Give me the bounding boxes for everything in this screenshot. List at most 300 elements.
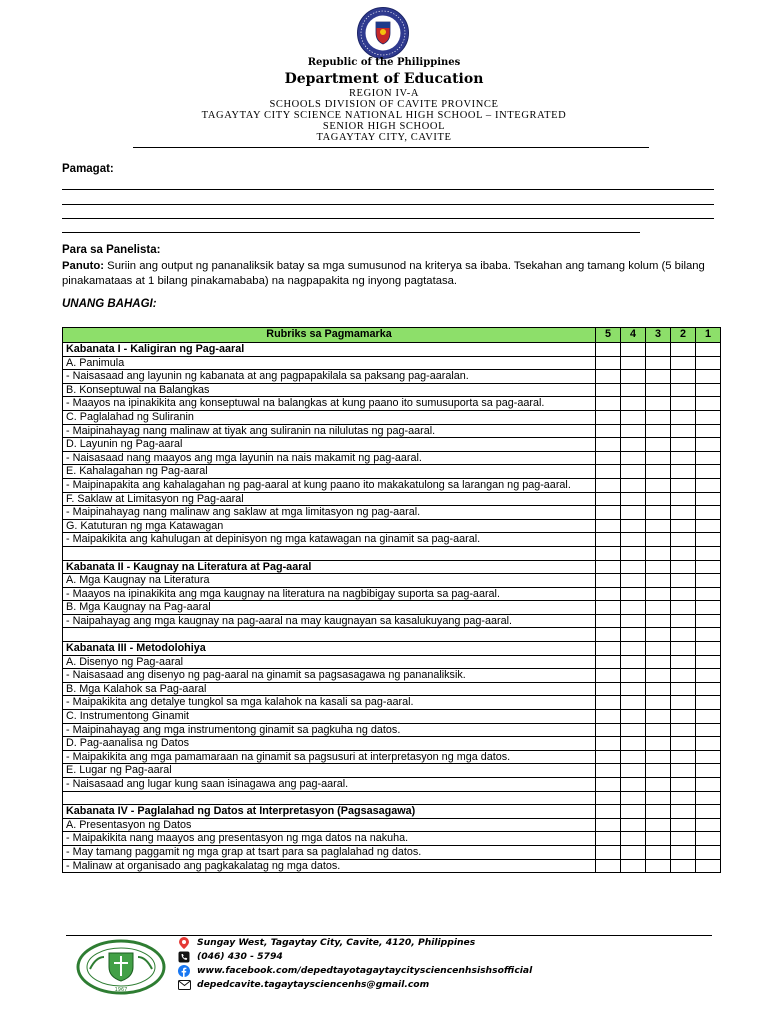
criterion-text: - Maipinahayag nang malinaw ang saklaw at mga limitasyon ng pag-aaral.: [63, 506, 596, 520]
score-cell[interactable]: [646, 370, 671, 384]
score-cell: [696, 383, 721, 397]
footer-phone: [177, 951, 283, 963]
score-cell: [646, 655, 671, 669]
criterion-text: - Maipinahayag ang mga instrumentong ginamit sa pagkuha ng datos.: [63, 723, 596, 737]
score-cell: [596, 682, 621, 696]
score-cell: [596, 410, 621, 424]
score-header: 5: [596, 328, 621, 343]
section-text: E. Kahalagahan ng Pag-aaral: [63, 465, 596, 479]
score-cell[interactable]: [621, 397, 646, 411]
deped-seal-icon: [352, 6, 414, 60]
section-row: [63, 356, 721, 370]
chapter-text: Kabanata II - Kaugnay na Literatura at Pag-aaral: [63, 560, 596, 574]
section-text: A. Disenyo ng Pag-aaral: [63, 655, 596, 669]
score-cell[interactable]: [696, 533, 721, 547]
score-cell[interactable]: [621, 370, 646, 384]
score-cell[interactable]: [671, 696, 696, 710]
logo-year: 1967: [114, 987, 128, 993]
score-cell[interactable]: [696, 696, 721, 710]
phone-icon: [177, 951, 191, 963]
chapter-row: [63, 642, 721, 656]
score-cell: [621, 818, 646, 832]
score-cell[interactable]: [646, 832, 671, 846]
score-cell[interactable]: [646, 424, 671, 438]
score-cell: [596, 791, 621, 805]
score-cell: [671, 438, 696, 452]
score-cell[interactable]: [671, 533, 696, 547]
blank-row: [63, 546, 721, 560]
score-cell[interactable]: [696, 845, 721, 859]
score-cell: [621, 601, 646, 615]
score-cell[interactable]: [646, 696, 671, 710]
criterion-row: [63, 478, 721, 492]
score-cell: [646, 465, 671, 479]
criterion-row: [63, 533, 721, 547]
score-cell: [671, 818, 696, 832]
school-line: TAGAYTAY CITY SCIENCE NATIONAL HIGH SCHOOL – INTEGRATED: [201, 110, 567, 121]
header-divider: [133, 147, 649, 148]
score-cell: [596, 737, 621, 751]
section-row: [63, 383, 721, 397]
criterion-text: - Maipinapakita ang kahalagahan ng pag-aaral at kung paano ito makakatulong sa larangan ng pag-aaral.: [63, 478, 596, 492]
blank-row: [63, 791, 721, 805]
score-cell: [646, 560, 671, 574]
chapter-text: Kabanata IV - Paglalahad ng Datos at Interpretasyon (Pagsasagawa): [63, 805, 596, 819]
section-text: C. Instrumentong Ginamit: [63, 710, 596, 724]
score-cell: [621, 764, 646, 778]
score-cell[interactable]: [596, 533, 621, 547]
section-text: B. Mga Kaugnay na Pag-aaral: [63, 601, 596, 615]
score-cell: [646, 710, 671, 724]
score-cell: [696, 356, 721, 370]
score-cell[interactable]: [671, 859, 696, 873]
score-cell: [671, 601, 696, 615]
email-link[interactable]: depedcavite.tagaytaysciencenhs@gmail.com: [197, 979, 430, 990]
score-cell: [646, 343, 671, 357]
score-header: 1: [696, 328, 721, 343]
score-cell[interactable]: [596, 832, 621, 846]
footer-facebook[interactable]: [177, 965, 532, 977]
section-row: [63, 492, 721, 506]
score-cell: [696, 465, 721, 479]
score-cell[interactable]: [696, 750, 721, 764]
score-cell[interactable]: [646, 478, 671, 492]
score-cell[interactable]: [596, 723, 621, 737]
section-text: A. Panimula: [63, 356, 596, 370]
score-cell: [696, 601, 721, 615]
score-cell: [671, 343, 696, 357]
score-cell[interactable]: [596, 424, 621, 438]
blank-row: [63, 628, 721, 642]
score-cell[interactable]: [596, 370, 621, 384]
section-row: [63, 519, 721, 533]
chapter-row: [63, 805, 721, 819]
criterion-row: [63, 845, 721, 859]
score-cell[interactable]: [671, 424, 696, 438]
republic-heading: Republic of the Philippines: [307, 57, 461, 68]
criterion-row: [63, 587, 721, 601]
score-cell[interactable]: [696, 397, 721, 411]
criterion-text: - Maipakikita ang detalye tungkol sa mga kalahok na kasali sa pag-aaral.: [63, 696, 596, 710]
score-cell: [646, 438, 671, 452]
criterion-text: - Naisasaad ang disenyo ng pag-aaral na ginamit sa pagsasagawa ng pananaliksik.: [63, 669, 596, 683]
section-text: B. Mga Kalahok sa Pag-aaral: [63, 682, 596, 696]
section-text: D. Layunin ng Pag-aaral: [63, 438, 596, 452]
section-text: D. Pag-aanalisa ng Datos: [63, 737, 596, 751]
instructions: [62, 259, 732, 288]
score-cell[interactable]: [596, 614, 621, 628]
criterion-text: - Maipakikita nang maayos ang presentasyon ng mga datos na nakuha.: [63, 832, 596, 846]
score-cell[interactable]: [671, 370, 696, 384]
score-cell[interactable]: [696, 723, 721, 737]
score-cell: [646, 682, 671, 696]
blank-text: [63, 791, 596, 805]
score-cell[interactable]: [646, 723, 671, 737]
score-cell[interactable]: [696, 506, 721, 520]
score-cell[interactable]: [596, 669, 621, 683]
score-header: 2: [671, 328, 696, 343]
score-cell[interactable]: [671, 478, 696, 492]
score-cell[interactable]: [696, 424, 721, 438]
score-cell: [696, 410, 721, 424]
score-cell[interactable]: [621, 832, 646, 846]
score-cell[interactable]: [696, 370, 721, 384]
score-cell[interactable]: [621, 587, 646, 601]
score-cell: [671, 682, 696, 696]
criterion-row: [63, 370, 721, 384]
section-row: [63, 818, 721, 832]
score-cell: [646, 628, 671, 642]
score-cell[interactable]: [646, 614, 671, 628]
rubric-header-row: [63, 328, 721, 343]
criterion-row: [63, 424, 721, 438]
score-cell: [646, 737, 671, 751]
score-cell: [621, 438, 646, 452]
criterion-text: - Naipahayag ang mga kaugnay na pag-aaral na may kaugnayan sa kasalukuyang pag-aaral.: [63, 614, 596, 628]
criterion-row: [63, 778, 721, 792]
score-cell: [696, 710, 721, 724]
score-cell: [671, 737, 696, 751]
score-cell[interactable]: [646, 859, 671, 873]
criterion-text: - Naisasaad nang maayos ang mga layunin na nais makamit ng pag-aaral.: [63, 451, 596, 465]
score-cell: [671, 546, 696, 560]
score-cell: [596, 574, 621, 588]
score-cell[interactable]: [596, 478, 621, 492]
score-cell: [671, 805, 696, 819]
criterion-row: [63, 614, 721, 628]
score-cell[interactable]: [696, 859, 721, 873]
score-cell[interactable]: [671, 845, 696, 859]
score-cell: [621, 560, 646, 574]
shs-line: SENIOR HIGH SCHOOL: [322, 121, 446, 132]
score-cell: [671, 642, 696, 656]
score-cell: [646, 791, 671, 805]
score-cell[interactable]: [671, 723, 696, 737]
panelist-label: Para sa Panelista:: [62, 244, 161, 256]
score-cell: [696, 737, 721, 751]
score-cell: [621, 655, 646, 669]
score-cell: [596, 764, 621, 778]
score-cell[interactable]: [596, 859, 621, 873]
score-cell: [696, 642, 721, 656]
score-cell[interactable]: [671, 750, 696, 764]
score-cell: [596, 438, 621, 452]
criterion-row: [63, 669, 721, 683]
score-cell: [621, 628, 646, 642]
score-cell: [646, 642, 671, 656]
section-text: E. Lugar ng Pag-aaral: [63, 764, 596, 778]
section-text: F. Saklaw at Limitasyon ng Pag-aaral: [63, 492, 596, 506]
score-cell[interactable]: [621, 750, 646, 764]
score-cell: [621, 682, 646, 696]
region-line: REGION IV-A: [348, 88, 420, 99]
score-cell[interactable]: [696, 669, 721, 683]
section-text: B. Konseptuwal na Balangkas: [63, 383, 596, 397]
score-cell: [696, 764, 721, 778]
score-cell: [671, 791, 696, 805]
score-cell: [696, 560, 721, 574]
department-heading: Department of Education: [284, 71, 484, 87]
score-cell: [621, 383, 646, 397]
score-cell: [696, 546, 721, 560]
score-cell: [671, 410, 696, 424]
section-row: [63, 737, 721, 751]
score-cell: [596, 655, 621, 669]
score-cell[interactable]: [621, 533, 646, 547]
score-cell[interactable]: [621, 451, 646, 465]
score-cell: [596, 601, 621, 615]
section-row: [63, 410, 721, 424]
score-cell[interactable]: [646, 397, 671, 411]
score-cell: [646, 601, 671, 615]
score-cell[interactable]: [621, 778, 646, 792]
score-cell: [621, 791, 646, 805]
criterion-text: - Maipinahayag nang malinaw at tiyak ang suliranin na nilulutas ng pag-aaral.: [63, 424, 596, 438]
score-cell: [671, 383, 696, 397]
score-cell: [646, 818, 671, 832]
score-cell[interactable]: [596, 397, 621, 411]
score-cell: [646, 383, 671, 397]
score-cell: [621, 642, 646, 656]
rubric-table: [62, 327, 721, 873]
score-cell[interactable]: [646, 778, 671, 792]
criterion-row: [63, 859, 721, 873]
score-cell: [696, 818, 721, 832]
criterion-row: [63, 750, 721, 764]
score-cell: [596, 805, 621, 819]
criterion-text: - Naisasaad ang lugar kung saan isinagawa ang pag-aaral.: [63, 778, 596, 792]
score-cell[interactable]: [621, 424, 646, 438]
score-cell: [621, 737, 646, 751]
title-blank-line[interactable]: [62, 204, 714, 205]
score-cell[interactable]: [621, 614, 646, 628]
panuto-label: Panuto:: [62, 260, 105, 272]
score-cell[interactable]: [646, 451, 671, 465]
criterion-text: - Maayos na ipinakikita ang konseptuwal na balangkas at kung paano ito sumusuporta sa pag-aaral.: [63, 397, 596, 411]
score-cell: [671, 356, 696, 370]
score-cell: [621, 492, 646, 506]
location-pin-icon: [177, 937, 191, 949]
score-cell: [671, 628, 696, 642]
score-cell[interactable]: [596, 696, 621, 710]
score-cell: [646, 764, 671, 778]
rubric-header: Rubriks sa Pagmamarka: [63, 328, 596, 343]
score-cell[interactable]: [621, 506, 646, 520]
score-cell: [596, 710, 621, 724]
score-cell[interactable]: [696, 832, 721, 846]
score-cell[interactable]: [696, 478, 721, 492]
score-cell[interactable]: [596, 750, 621, 764]
section-row: [63, 574, 721, 588]
score-cell[interactable]: [646, 750, 671, 764]
score-cell[interactable]: [671, 506, 696, 520]
rubric-body: [63, 343, 721, 873]
score-cell: [671, 710, 696, 724]
phone-text: (046) 430 - 5794: [197, 951, 283, 962]
score-cell: [621, 519, 646, 533]
address-text: Sungay West, Tagaytay City, Cavite, 4120, Philippines: [197, 937, 476, 948]
score-cell: [596, 642, 621, 656]
criterion-row: [63, 723, 721, 737]
facebook-link[interactable]: www.facebook.com/depedtayotagaytaycitysciencenhsishsofficial: [197, 965, 533, 976]
score-cell[interactable]: [646, 669, 671, 683]
criterion-row: [63, 696, 721, 710]
score-cell[interactable]: [696, 778, 721, 792]
score-cell: [696, 438, 721, 452]
score-cell[interactable]: [621, 723, 646, 737]
score-cell[interactable]: [671, 778, 696, 792]
score-cell: [646, 356, 671, 370]
score-cell: [696, 805, 721, 819]
division-line: SCHOOLS DIVISION OF CAVITE PROVINCE: [269, 99, 499, 110]
score-cell: [596, 519, 621, 533]
score-cell[interactable]: [621, 696, 646, 710]
criterion-text: - Maipakikita ang mga pamamaraan na ginamit sa pagsusuri at interpretasyon ng mga datos.: [63, 750, 596, 764]
score-cell[interactable]: [596, 845, 621, 859]
score-cell[interactable]: [696, 614, 721, 628]
criterion-text: - Maayos na ipinakikita ang mga kaugnay na literatura na nagbibigay suporta sa pag-aaral.: [63, 587, 596, 601]
score-cell: [596, 356, 621, 370]
section-text: A. Presentasyon ng Datos: [63, 818, 596, 832]
score-cell[interactable]: [646, 506, 671, 520]
score-cell[interactable]: [671, 587, 696, 601]
criterion-text: - Malinaw at organisado ang pagkakalatag ng mga datos.: [63, 859, 596, 873]
section-text: G. Katuturan ng mga Katawagan: [63, 519, 596, 533]
score-cell: [671, 465, 696, 479]
score-cell: [646, 519, 671, 533]
score-cell: [596, 343, 621, 357]
score-cell: [696, 628, 721, 642]
score-cell: [646, 574, 671, 588]
section-row: [63, 655, 721, 669]
score-cell: [671, 655, 696, 669]
section-row: [63, 465, 721, 479]
score-cell[interactable]: [671, 614, 696, 628]
score-cell: [696, 682, 721, 696]
title-blank-line[interactable]: [62, 218, 714, 219]
score-cell: [596, 546, 621, 560]
score-cell: [696, 574, 721, 588]
score-cell: [646, 410, 671, 424]
title-blank-line[interactable]: [62, 189, 714, 190]
panuto-text: Suriin ang output ng pananaliksik batay sa mga sumusunod na kriterya sa ibaba. Tsekahan ang tamang kolum (5 bilang pinakamataas at 1 bilang pinakamababa) na nagpapakita ng inyong pagtatasa.: [62, 260, 705, 287]
score-cell[interactable]: [671, 832, 696, 846]
score-cell: [621, 546, 646, 560]
title-blank-line[interactable]: [62, 232, 640, 233]
section-text: C. Paglalahad ng Suliranin: [63, 410, 596, 424]
score-cell[interactable]: [621, 669, 646, 683]
section-text: A. Mga Kaugnay na Literatura: [63, 574, 596, 588]
score-cell: [596, 465, 621, 479]
facebook-icon: [177, 965, 191, 977]
score-cell: [621, 356, 646, 370]
score-cell: [696, 492, 721, 506]
section-row: [63, 601, 721, 615]
score-header: 4: [621, 328, 646, 343]
score-cell[interactable]: [671, 397, 696, 411]
score-cell[interactable]: [696, 587, 721, 601]
score-cell[interactable]: [646, 845, 671, 859]
score-cell[interactable]: [596, 587, 621, 601]
score-cell: [671, 764, 696, 778]
score-cell[interactable]: [646, 533, 671, 547]
score-cell: [621, 710, 646, 724]
score-cell: [596, 818, 621, 832]
section-row: [63, 710, 721, 724]
score-cell[interactable]: [596, 778, 621, 792]
email-icon: [177, 979, 191, 991]
score-cell: [671, 519, 696, 533]
score-header: 3: [646, 328, 671, 343]
score-cell[interactable]: [671, 669, 696, 683]
pamagat-label: Pamagat:: [62, 163, 114, 175]
score-cell: [646, 492, 671, 506]
section-row: [63, 764, 721, 778]
criterion-row: [63, 506, 721, 520]
footer-divider: [66, 935, 712, 936]
part-one-label: UNANG BAHAGI:: [62, 298, 157, 310]
score-cell[interactable]: [646, 587, 671, 601]
criterion-row: [63, 397, 721, 411]
chapter-row: [63, 560, 721, 574]
footer-email[interactable]: [177, 979, 429, 991]
criterion-row: [63, 451, 721, 465]
score-cell: [671, 492, 696, 506]
score-cell: [621, 343, 646, 357]
score-cell: [671, 574, 696, 588]
blank-text: [63, 628, 596, 642]
score-cell[interactable]: [671, 451, 696, 465]
score-cell: [621, 805, 646, 819]
score-cell[interactable]: [596, 451, 621, 465]
score-cell: [696, 791, 721, 805]
score-cell: [696, 343, 721, 357]
score-cell[interactable]: [596, 506, 621, 520]
criterion-text: - May tamang paggamit ng mga grap at tsart para sa paglalahad ng datos.: [63, 845, 596, 859]
score-cell: [596, 628, 621, 642]
score-cell[interactable]: [621, 478, 646, 492]
score-cell[interactable]: [621, 859, 646, 873]
blank-text: [63, 546, 596, 560]
score-cell: [621, 465, 646, 479]
score-cell[interactable]: [621, 845, 646, 859]
score-cell[interactable]: [696, 451, 721, 465]
section-row: [63, 682, 721, 696]
chapter-text: Kabanata I - Kaligiran ng Pag-aaral: [63, 343, 596, 357]
score-cell: [621, 574, 646, 588]
score-cell: [646, 805, 671, 819]
score-cell: [696, 519, 721, 533]
